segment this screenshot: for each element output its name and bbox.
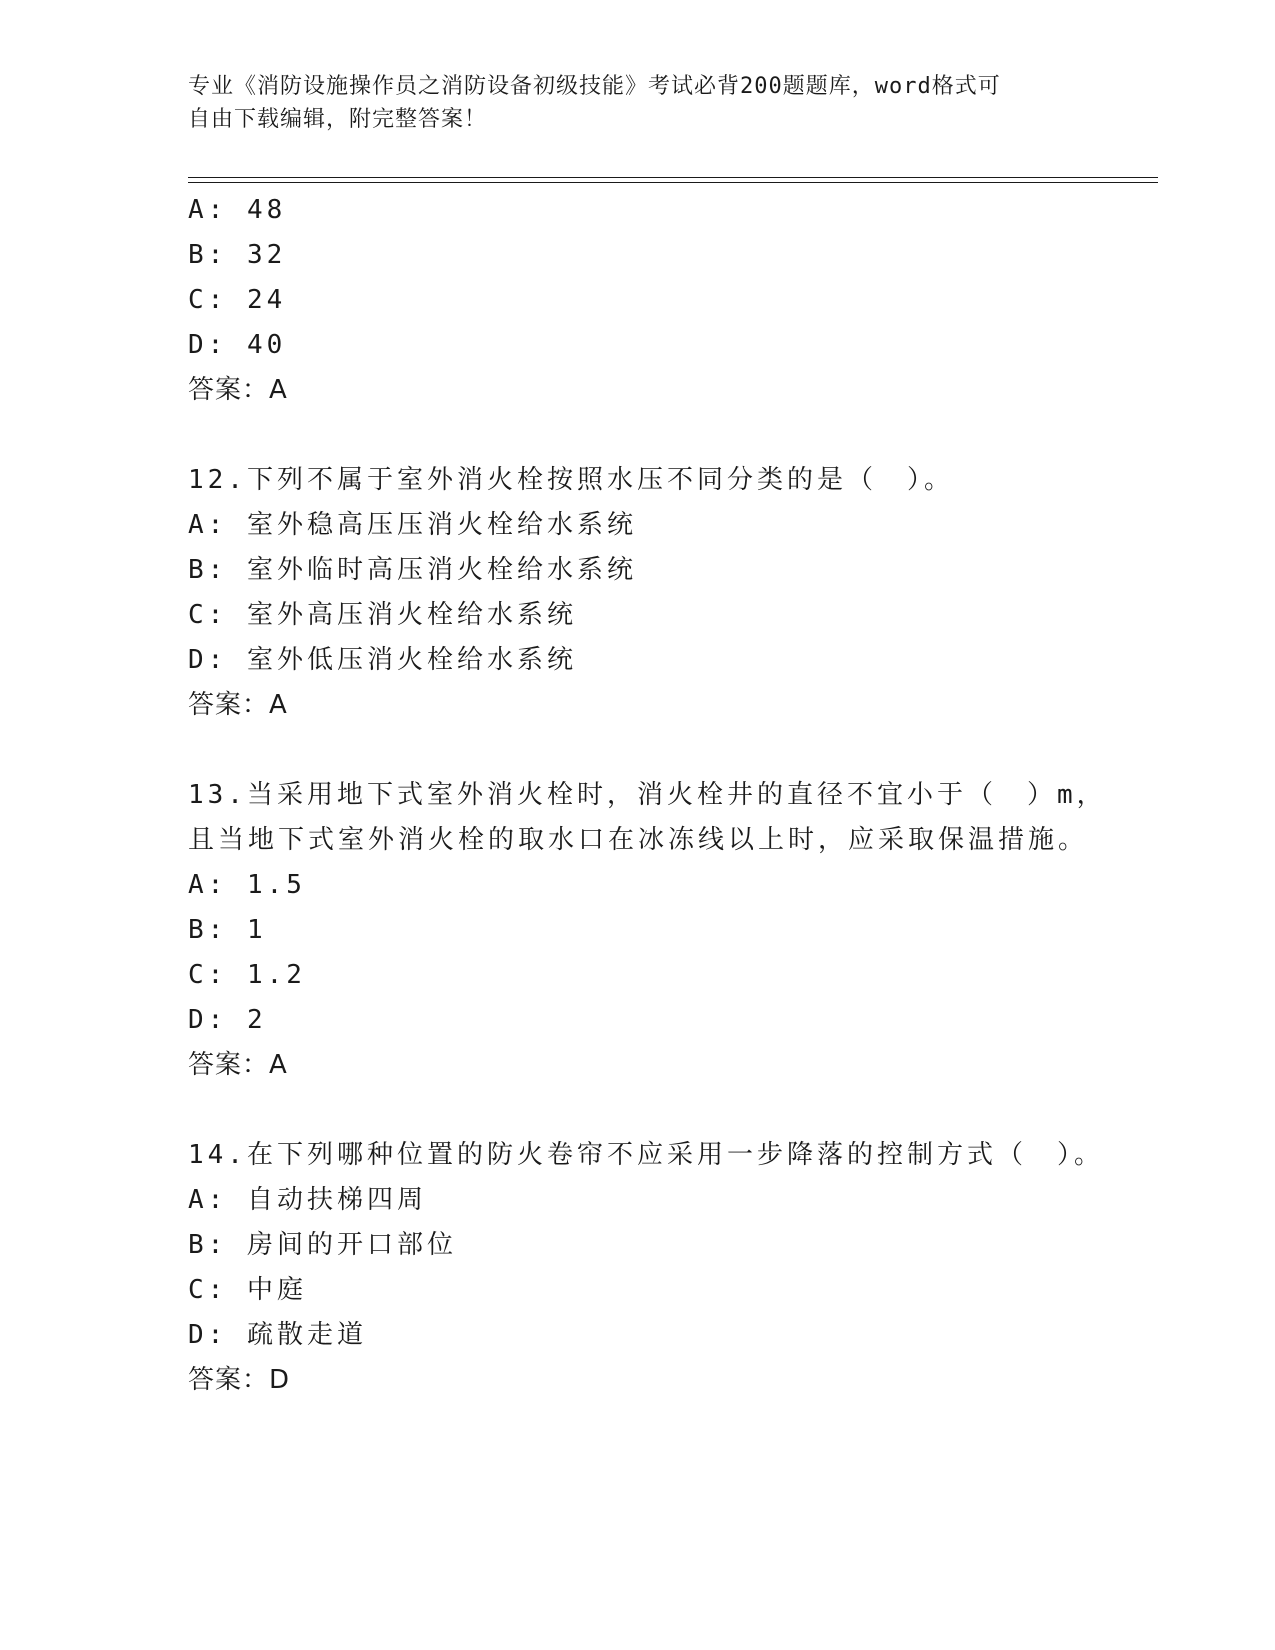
q12-option-d: D: 室外低压消火栓给水系统 [188, 645, 577, 675]
q13-answer: 答案：A [188, 1050, 288, 1080]
q11-answer: 答案：A [188, 375, 288, 405]
q13-option-d: D: 2 [188, 1005, 267, 1035]
header-divider-top [188, 177, 1158, 178]
q12-question: 12.下列不属于室外消火栓按照水压不同分类的是（ ）。 [188, 465, 954, 495]
header-line-2: 自由下载编辑，附完整答案！ [188, 107, 488, 132]
q11-option-d: D: 40 [188, 330, 287, 360]
q14-option-c: C: 中庭 [188, 1275, 307, 1305]
q12-answer: 答案：A [188, 690, 288, 720]
q13-question-line-1: 13.当采用地下式室外消火栓时，消火栓井的直径不宜小于（ ）m， [188, 780, 1107, 810]
q13-option-a: A: 1.5 [188, 870, 306, 900]
q11-option-b: B: 32 [188, 240, 287, 270]
document-header [188, 70, 1088, 136]
q13-question-line-2: 且当地下式室外消火栓的取水口在冰冻线以上时，应采取保温措施。 [188, 825, 1089, 855]
q12-option-c: C: 室外高压消火栓给水系统 [188, 600, 577, 630]
q14-question: 14.在下列哪种位置的防火卷帘不应采用一步降落的控制方式（ ）。 [188, 1140, 1104, 1170]
q14-answer: 答案：D [188, 1365, 291, 1395]
q11-option-c: C: 24 [188, 285, 287, 315]
q13-option-c: C: 1.2 [188, 960, 306, 990]
q14-option-a: A: 自动扶梯四周 [188, 1185, 427, 1215]
q14-option-b: B: 房间的开口部位 [188, 1230, 457, 1260]
q12-option-a: A: 室外稳高压压消火栓给水系统 [188, 510, 637, 540]
header-divider-bottom [188, 182, 1158, 183]
header-line-1: 专业《消防设施操作员之消防设备初级技能》考试必背200题题库，word格式可 [188, 74, 1001, 99]
q12-option-b: B: 室外临时高压消火栓给水系统 [188, 555, 637, 585]
q14-option-d: D: 疏散走道 [188, 1320, 367, 1350]
q11-option-a: A: 48 [188, 195, 287, 225]
q13-option-b: B: 1 [188, 915, 267, 945]
